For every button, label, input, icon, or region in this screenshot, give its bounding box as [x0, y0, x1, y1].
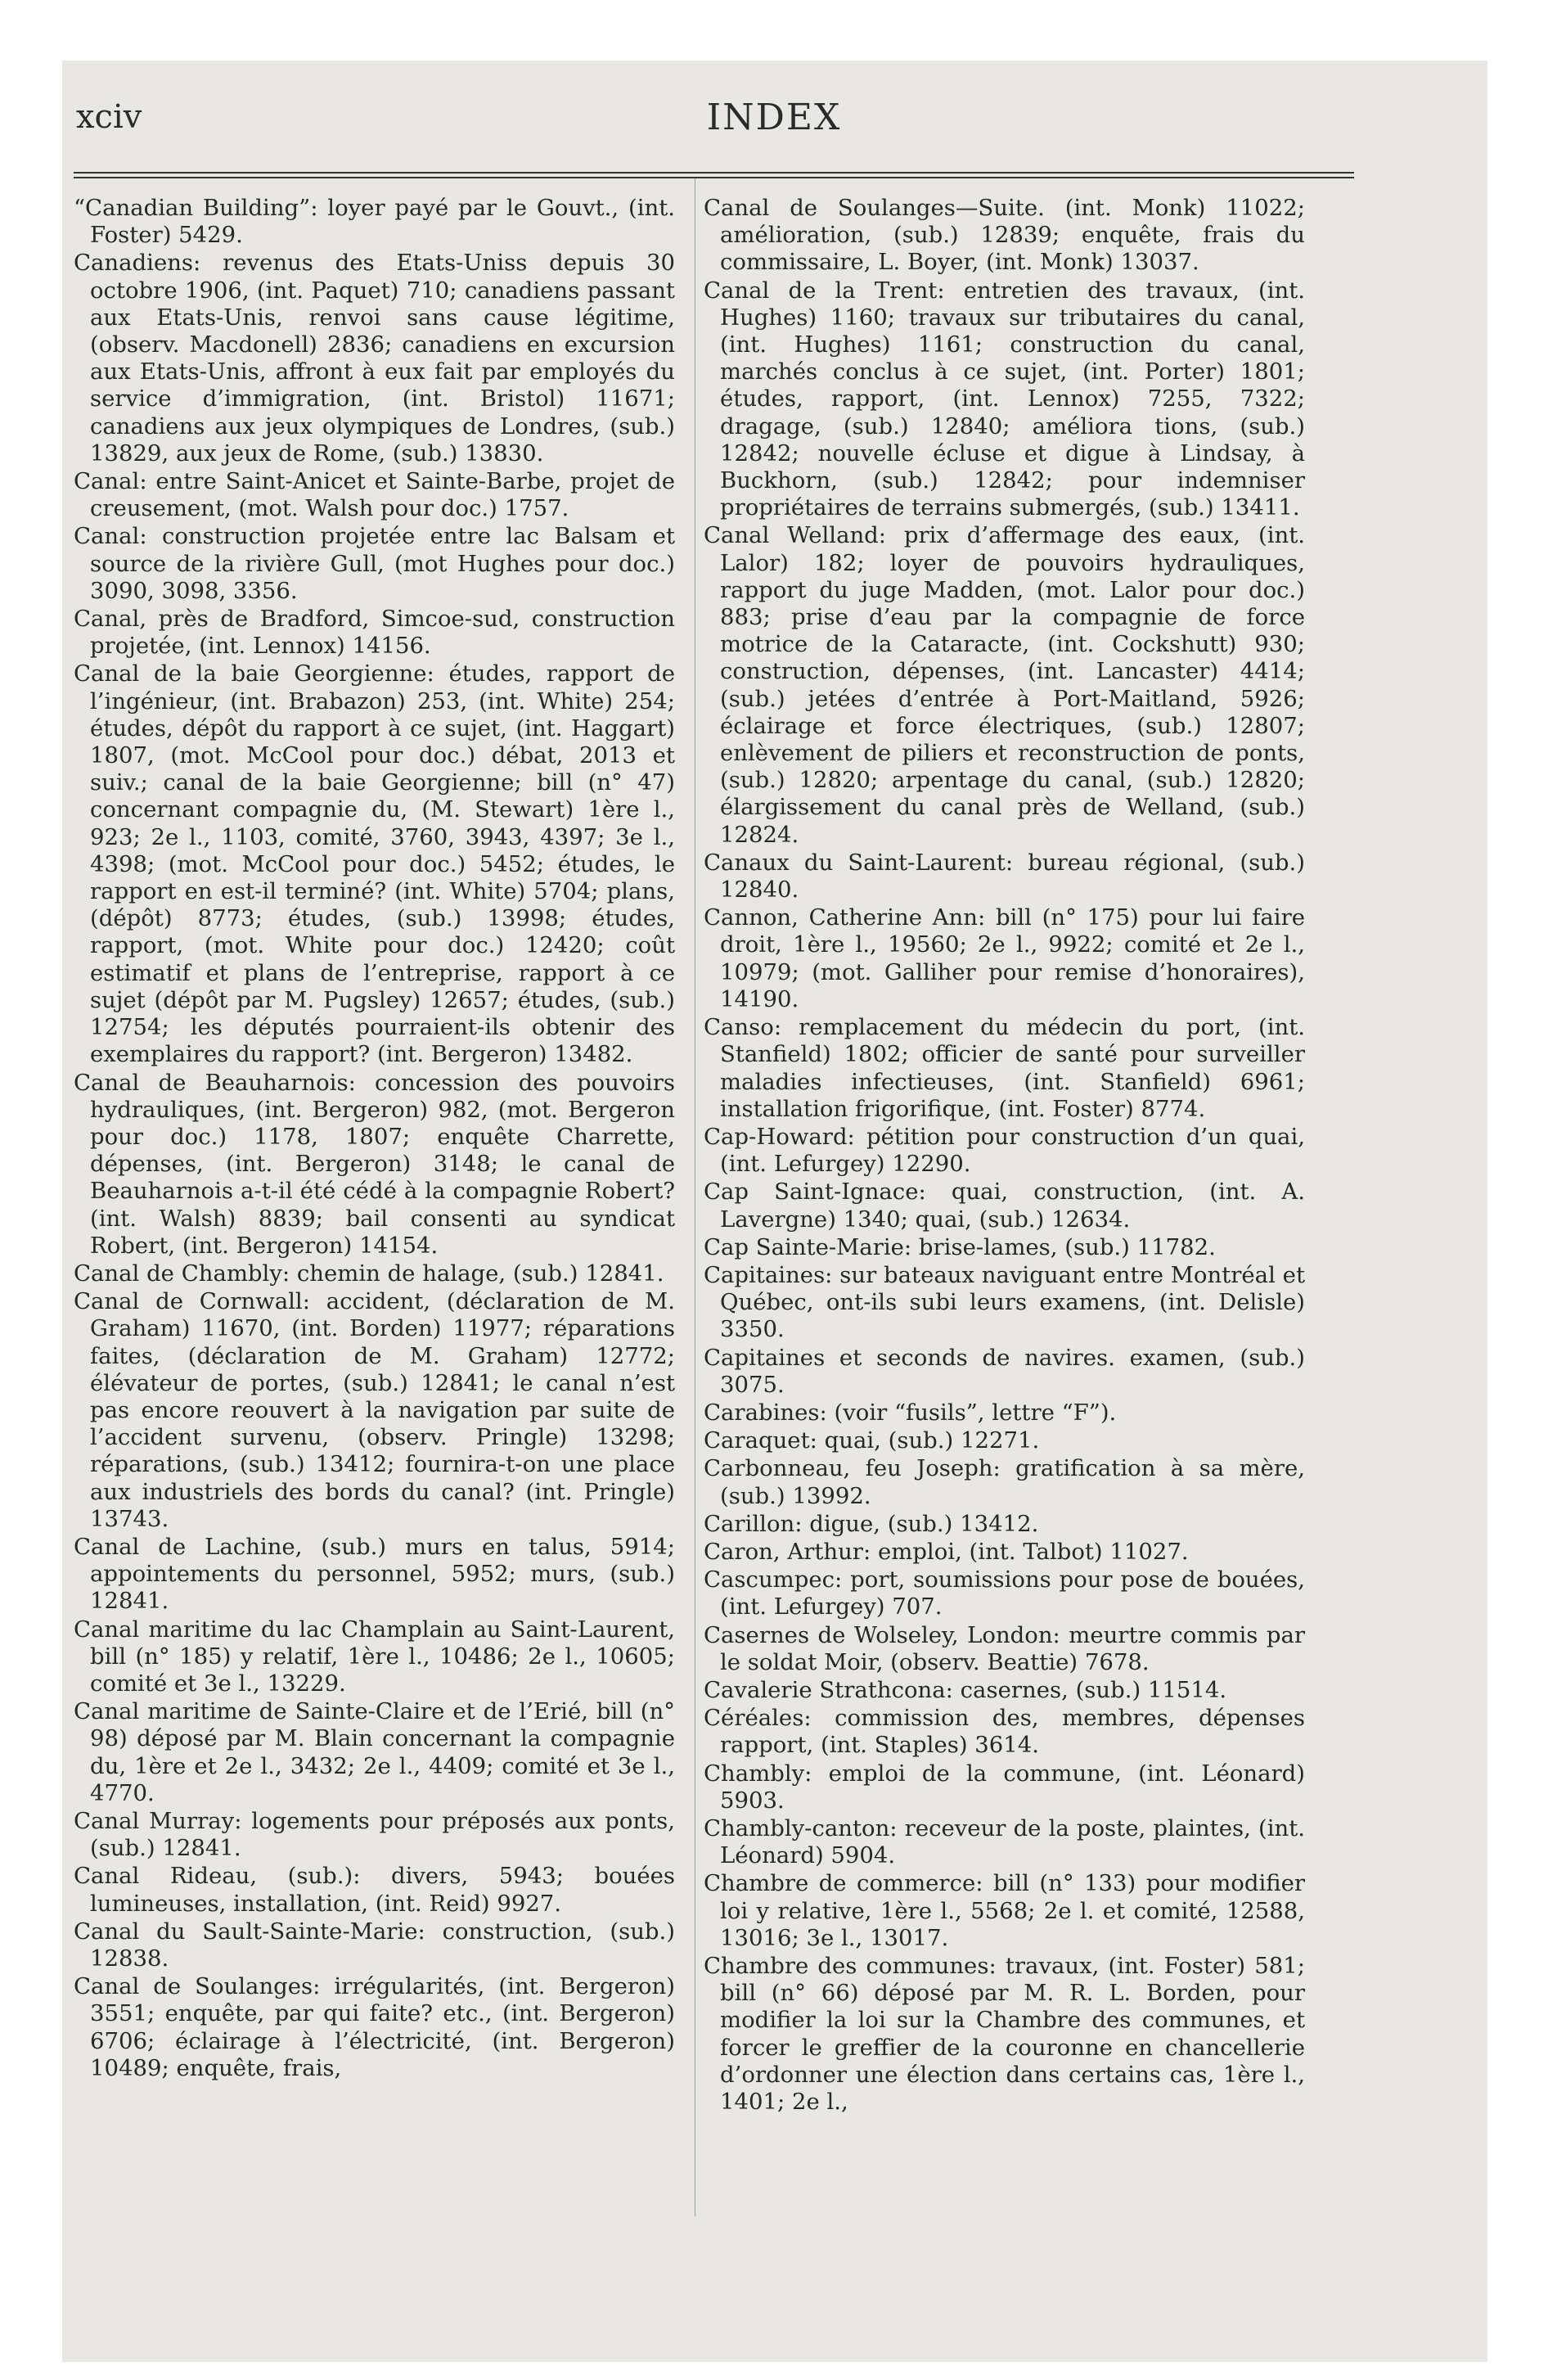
left-column — [74, 195, 675, 2083]
index-entry: Cap Saint-Ignace: quai, construction, (int. A. Lavergne) 1340; quai, (sub.) 12634. — [704, 1179, 1305, 1233]
header-rule-bottom — [74, 177, 1354, 178]
index-entry: Canal du Sault-Sainte-Marie: construction, (sub.) 12838. — [74, 1918, 675, 1972]
right-column — [704, 195, 1305, 2116]
index-entry: Canal Rideau, (sub.): divers, 5943; bouées lumineuses, installation, (int. Reid) 9927. — [74, 1863, 675, 1917]
index-entry: Cannon, Catherine Ann: bill (n° 175) pour lui faire droit, 1ère l., 19560; 2e l., 9922; comité et 2e l., 10979; (mot. Galliher pour remise d’honoraires), 14190. — [704, 904, 1305, 1012]
index-entry: Canal Murray: logements pour préposés aux ponts, (sub.) 12841. — [74, 1807, 675, 1862]
index-entry: Cap-Howard: pétition pour construction d’un quai, (int. Lefurgey) 12290. — [704, 1123, 1305, 1178]
index-entry: Capitaines et seconds de navires. examen, (sub.) 3075. — [704, 1344, 1305, 1398]
index-entry: Caraquet: quai, (sub.) 12271. — [704, 1427, 1040, 1454]
index-entry: Canal maritime du lac Champlain au Saint-Laurent, bill (n° 185) y relatif, 1ère l., 10486; 2e l., 10605; comité et 3e l., 13229. — [74, 1616, 675, 1697]
index-entry: Carabines: (voir “fusils”, lettre “F”). — [704, 1399, 1117, 1426]
index-entry: Canal Welland: prix d’affermage des eaux, (int. Lalor) 182; loyer de pouvoirs hydrauliques, rapport du juge Madden, (mot. Lalor pour doc.) 883; prise d’eau par la compagnie de force motrice de la Cataracte, (int. Cockshutt) 930; construction, dépenses, (int. Lancaster) 4414; (sub.) jetées d’entrée à Port-Maitland, 5926; éclairage et force électriques, (sub.) 12807; enlèvement de piliers et reconstruction de ponts, (sub.) 12820; arpentage du canal, (sub.) 12820; élargissement du canal près de Welland, (sub.) 12824. — [704, 522, 1305, 848]
header-rule-top — [74, 172, 1354, 174]
index-entry: Casernes de Wolseley, London: meurtre commis par le soldat Moir, (observ. Beattie) 7678. — [704, 1621, 1305, 1675]
index-entry: Chambly: emploi de la commune, (int. Léonard) 5903. — [704, 1760, 1305, 1814]
index-entry: Canal de Lachine, (sub.) murs en talus, 5914; appointements du personnel, 5952; murs, (sub.) 12841. — [74, 1533, 675, 1615]
index-entry: Canal: entre Saint-Anicet et Sainte-Barbe, projet de creusement, (mot. Walsh pour doc.) 1757. — [74, 468, 675, 522]
index-entry: Canal de Beauharnois: concession des pouvoirs hydrauliques, (int. Bergeron) 982, (mot. Bergeron pour doc.) 1178, 1807; enquête Charrette, dépenses, (int. Bergeron) 3148; le canal de Beauharnois a-t-il été cédé à la compagnie Robert? (int. Walsh) 8839; bail consenti au syndicat Robert, (int. Bergeron) 14154. — [74, 1069, 675, 1259]
index-entry: Canal de la baie Georgienne: études, rapport de l’ingénieur, (int. Brabazon) 253, (int. White) 254; études, dépôt du rapport à ce sujet, (int. Haggart) 1807, (mot. McCool pour doc.) débat, 2013 et suiv.; canal de la baie Georgienne; bill (n° 47) concernant compagnie du, (M. Stewart) 1ère l., 923; 2e l., 1103, comité, 3760, 3943, 4397; 3e l., 4398; (mot. McCool pour doc.) 5452; études, le rapport en est-il terminé? (int. White) 5704; plans, (dépôt) 8773; études, (sub.) 13998; études, rapport, (mot. White pour doc.) 12420; coût estimatif et plans de l’entreprise, rapport à ce sujet (dépôt par M. Pugsley) 12657; études, (sub.) 12754; les députés pourraient-ils obtenir des exemplaires du rapport? (int. Bergeron) 13482. — [74, 660, 675, 1068]
index-entry: Cavalerie Strathcona: casernes, (sub.) 11514. — [704, 1676, 1227, 1703]
index-entry: Canal, près de Bradford, Simcoe-sud, construction projetée, (int. Lennox) 14156. — [74, 606, 675, 660]
index-entry: Canal maritime de Sainte-Claire et de l’Erié, bill (n° 98) déposé par M. Blain concernant la compagnie du, 1ère et 2e l., 3432; 2e l., 4409; comité et 3e l., 4770. — [74, 1698, 675, 1806]
index-entry: Carillon: digue, (sub.) 13412. — [704, 1510, 1039, 1537]
index-entry: Canso: remplacement du médecin du port, (int. Stanfield) 1802; officier de santé pour surveiller maladies infectieuses, (int. Stanfield) 6961; installation frigorifique, (int. Foster) 8774. — [704, 1014, 1305, 1122]
index-entry: Canadiens: revenus des Etats-Uniss depuis 30 octobre 1906, (int. Paquet) 710; canadiens passant aux Etats-Unis, renvoi sans cause légitime, (observ. Macdonell) 2836; canadiens en excursion aux Etats-Unis, affront à eux fait par employés du service d’immigration, (int. Bristol) 11671; canadiens aux jeux olympiques de Londres, (sub.) 13829, aux jeux de Rome, (sub.) 13830. — [74, 250, 675, 467]
index-entry: Chambre de commerce: bill (n° 133) pour modifier loi y relative, 1ère l., 5568; 2e l. et comité, 12588, 13016; 3e l., 13017. — [704, 1870, 1305, 1951]
index-entry: Canal de Chambly: chemin de halage, (sub.) 12841. — [74, 1260, 664, 1287]
index-entry: Chambly-canton: receveur de la poste, plaintes, (int. Léonard) 5904. — [704, 1814, 1305, 1869]
index-entry: Cap Sainte-Marie: brise-lames, (sub.) 11782. — [704, 1233, 1216, 1260]
index-entry: Canal de la Trent: entretien des travaux, (int. Hughes) 1160; travaux sur tributaires du canal, (int. Hughes) 1161; construction du canal, marchés conclus à ce sujet, (int. Porter) 1801; études, rapport, (int. Lennox) 7255, 7322; dragage, (sub.) 12840; améliora tions, (sub.) 12842; nouvelle écluse et digue à Lindsay, à Buckhorn, (sub.) 12842; pour indemniser propriétaires de terrains submergés, (sub.) 13411. — [704, 277, 1305, 521]
index-entry: “Canadian Building”: loyer payé par le Gouvt., (int. Foster) 5429. — [74, 195, 675, 249]
index-entry: Carbonneau, feu Joseph: gratification à sa mère, (sub.) 13992. — [704, 1455, 1305, 1509]
index-entry: Chambre des communes: travaux, (int. Foster) 581; bill (n° 66) déposé par M. R. L. Borden, pour modifier la loi sur la Chambre des communes, et forcer le greffier de la couronne en chancellerie d’ordonner une élection dans certains cas, 1ère l., 1401; 2e l., — [704, 1953, 1305, 2116]
index-entry: Capitaines: sur bateaux naviguant entre Montréal et Québec, ont-ils subi leurs examens, (int. Delisle) 3350. — [704, 1261, 1305, 1343]
index-entry: Cascumpec: port, soumissions pour pose de bouées, (int. Lefurgey) 707. — [704, 1566, 1305, 1620]
index-entry: Céréales: commission des, membres, dépenses rapport, (int. Staples) 3614. — [704, 1705, 1305, 1759]
index-entry: Canal de Soulanges—Suite. (int. Monk) 11022; amélioration, (sub.) 12839; enquête, frais du commissaire, L. Boyer, (int. Monk) 13037. — [704, 195, 1305, 276]
page-title: INDEX — [706, 97, 842, 138]
index-entry: Canal: construction projetée entre lac Balsam et source de la rivière Gull, (mot Hughes pour doc.) 3090, 3098, 3356. — [74, 523, 675, 604]
page-number: xciv — [76, 98, 142, 136]
index-entry: Canal de Soulanges: irrégularités, (int. Bergeron) 3551; enquête, par qui faite? etc., (int. Bergeron) 6706; éclairage à l’électricité, (int. Bergeron) 10489; enquête, frais, — [74, 1973, 675, 2081]
index-entry: Caron, Arthur: emploi, (int. Talbot) 11027. — [704, 1538, 1189, 1565]
index-entry: Canaux du Saint-Laurent: bureau régional, (sub.) 12840. — [704, 849, 1305, 904]
index-entry: Canal de Cornwall: accident, (déclaration de M. Graham) 11670, (int. Borden) 11977; réparations faites, (déclaration de M. Graham) 12772; élévateur de portes, (sub.) 12841; le canal n’est pas encore reouvert à la navigation par suite de l’accident survenu, (observ. Pringle) 13298; réparations, (sub.) 13412; fournira-t-on une place aux industriels des bords du canal? (int. Pringle) 13743. — [74, 1288, 675, 1532]
